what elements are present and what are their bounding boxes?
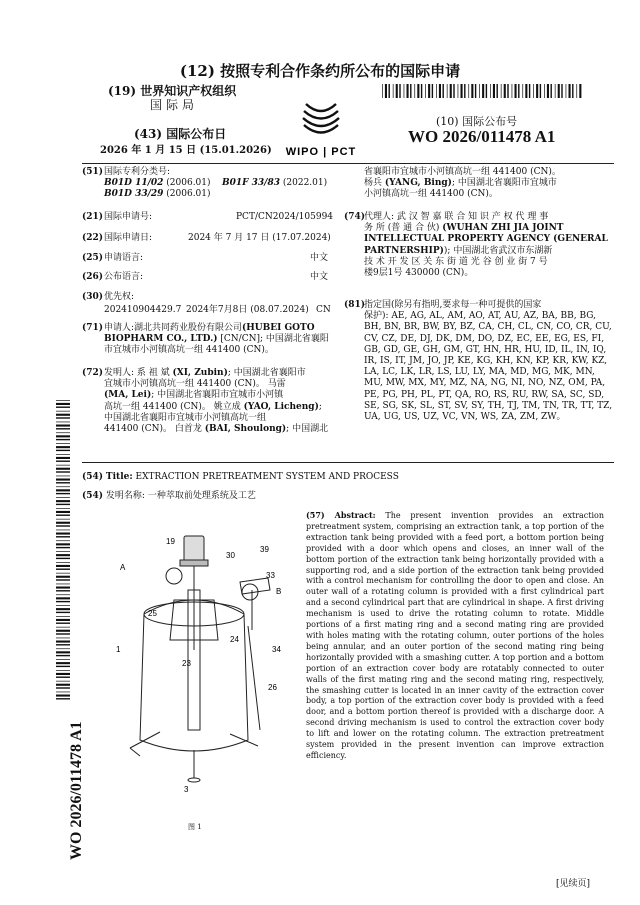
f74-l4b: ); 中国湖北省武汉市东湖新 <box>443 245 553 256</box>
f74-l2a: 务 所 (普 通 合 伙) <box>364 223 443 234</box>
figure-label: 26 <box>268 683 277 692</box>
f71-l3: 市宜城市小河镇高坑一组 441400 (CN)。 <box>104 345 274 356</box>
ipc-3: B01D 33/29 <box>104 189 164 200</box>
figure-label: 30 <box>226 551 235 560</box>
f71-l1a: 申请人:湖北共同药业股份有限公司 <box>104 323 243 333</box>
f74-l5: 技 术 开 发 区 关 东 街 道 光 谷 创 业 街 7 号 <box>364 256 548 267</box>
f72-l3a: (MA, Lei) <box>104 390 152 401</box>
f21-value: PCT/CN2024/105994 <box>236 212 334 222</box>
ipc-3-date: (2006.01) <box>166 189 211 200</box>
figure-label: A <box>120 563 126 572</box>
figure-label: B <box>276 587 282 596</box>
f81-l9: PE, PG, PH, PL, PT, QA, RO, RS, RU, RW, SA, SC, SD, <box>364 389 605 400</box>
f30-date: 2024年7月8日 (08.07.2024) <box>186 305 309 315</box>
motor <box>184 536 204 562</box>
wipo-logo-text: WIPO | PCT <box>285 146 357 158</box>
f72-l4b: (YAO, Licheng) <box>243 401 319 412</box>
f74-l1: 代理人: 武 汉 智 嘉 联 合 知 识 产 权 代 理 事 <box>364 212 549 222</box>
figure-label: 34 <box>272 645 281 654</box>
f81-l11: UA, UG, US, UZ, VC, VN, WS, ZA, ZM, ZW。 <box>364 412 566 423</box>
side-barcode <box>56 400 70 700</box>
pub-date-label-num: (43) <box>134 127 163 141</box>
f21-num: (21) <box>82 212 104 222</box>
f81-l3: BH, BN, BR, BW, BY, BZ, CA, CH, CL, CN, CO, CR, CU, <box>364 322 612 333</box>
f71-l2a: BIOPHARM CO., LTD.) <box>104 334 218 345</box>
ipc-1-date: (2006.01) <box>166 178 211 189</box>
f74-num: (74) <box>344 212 366 222</box>
title-zh-text: 一种萃取前处理系统及工艺 <box>147 491 256 501</box>
f72-l2: 宜城市小河镇高坑一组 441400 (CN)。 马雷 <box>104 379 286 390</box>
figure-label: 33 <box>266 571 275 580</box>
figure-label: 19 <box>166 537 175 546</box>
figure-labels <box>116 537 281 794</box>
title-zh-label: 发明名称: <box>105 491 145 501</box>
ipc-2-date: (2022.01) <box>282 178 328 189</box>
title-en-label: Title: <box>105 472 133 482</box>
f30-num: (30) <box>82 292 104 302</box>
document-title: (12) 按照专利合作条约所公布的国际申请 <box>179 62 461 80</box>
side-pub-number: WO 2026/011478 A1 <box>68 721 85 860</box>
f81-l8: MU, MW, MX, MY, MZ, NA, NG, NI, NO, NZ, OM, PA, <box>364 378 606 389</box>
pub-date-label <box>134 125 226 142</box>
applicant-block <box>104 323 336 357</box>
c-l2b: (YANG, Bing) <box>384 178 452 189</box>
f72-l6c: ; 中国湖北 <box>286 424 329 435</box>
figure-label: 1 <box>116 645 121 654</box>
designated-states-block <box>364 300 616 423</box>
f81-l2: 保护): AE, AG, AL, AM, AO, AT, AU, AZ, BA, BB, BG, <box>364 311 596 322</box>
f81-l5: GB, GD, GE, GH, GM, GT, HN, HR, HU, ID, IL, IN, IQ, <box>364 344 607 355</box>
title-zh <box>82 491 612 502</box>
f74-l2b: (WUHAN ZHI JIA JOINT <box>442 223 564 234</box>
f72-l4c: ; <box>318 401 322 412</box>
f25-num: (25) <box>82 253 104 263</box>
f51-num: (51) <box>82 167 104 177</box>
f22-num: (22) <box>82 233 104 243</box>
f72-l4a: 高坑一组 441400 (CN)。 姚立成 <box>104 401 244 412</box>
f21-label: 国际申请号: <box>104 212 153 222</box>
org-num: (19) <box>108 84 137 98</box>
inventor-cont-block <box>364 167 614 201</box>
f72-l6a: 441400 (CN)。 白首龙 <box>104 424 205 435</box>
c-l2c: ; 中国湖北省襄阳市宜城市 <box>451 178 557 189</box>
barcode <box>382 84 582 98</box>
f74-l4a: PARTNERSHIP) <box>364 245 444 256</box>
title-rule <box>82 462 614 463</box>
f72-l6b: (BAI, Shoulong) <box>204 424 287 435</box>
f25-label: 申请语言: <box>104 253 144 263</box>
wipo-logo <box>276 98 366 158</box>
c-l1: 省襄阳市宜城市小河镇高坑一组 441400 (CN)。 <box>364 167 561 177</box>
f81-l7: LA, LC, LK, LR, LS, LU, LY, MA, MD, MG, MK, MN, <box>364 367 595 378</box>
org-name <box>108 84 236 99</box>
header-rule <box>82 163 614 164</box>
abstract-label: (57) Abstract: <box>306 510 376 520</box>
f81-l6: IR, IS, IT, JM, JO, JP, KE, KG, KH, KN, KP, KR, KW, KZ, <box>364 356 608 367</box>
c-l3: 小河镇高坑一组 441400 (CN)。 <box>364 189 498 200</box>
f30-app: 202410904429.7 <box>104 305 182 315</box>
f71-num: (71) <box>82 323 104 333</box>
f71-l1b: (HUBEI GOTO <box>242 323 315 333</box>
f81-l10: SE, SG, SK, SL, ST, SV, SY, TH, TJ, TM, TN, TR, TT, TZ, <box>364 400 613 411</box>
pub-number: WO 2026/011478 A1 <box>408 127 556 146</box>
figure-label: 39 <box>260 545 269 554</box>
f72-l1b: (XI, Zubin) <box>172 368 228 378</box>
continued-note: [见续页] <box>556 879 591 889</box>
f74-l3: INTELLECTUAL PROPERTY AGENCY (GENERAL <box>364 234 608 245</box>
pub-date: 2026 年 1 月 15 日 (15.01.2026) <box>100 145 272 156</box>
abstract-text: The present invention provides an extraction pretreatment system, comprising an extraction tank, a top portion of the extraction tank being provided with a feed port, a bottom portion being provided with a door which opens and closes, an inner wall of the bottom portion of the extraction tank being horizontally provided with a supporting rod, and a side portion of the extraction tank being provided with a control mechanism for controlling the door to open and close. An outer wall of a rotating column is provided with a first cylindrical part and a second cylindrical part that are cylindrical in shape. A first driving mechanism is used to drive the rotating column to rotate. Middle portions of a first mating ring and a second mating ring are provided with holes mating with the rotating column, outer portions of the holes being annular, and an outer portion of the second mating ring being horizontally provided with a smashing cutter. A top portion and a bottom portion of an extraction cover body are rotatably connected to outer walls of the first mating ring and the second mating ring, respectively, the smashing cutter is located in an inner cavity of the extraction cover body, a top portion of the extraction cover body is provided with a feed door, and a bottom portion thereof is provided with a discharge door. A second driving mechanism is used to control the extraction cover body to lift and lower on the rotating column. The extraction pretreatment system provided in the present invention can improve extraction efficiency. <box>306 511 605 760</box>
f30-label: 优先权: <box>104 292 135 302</box>
f81-l4: CV, CZ, DE, DJ, DK, DM, DO, DZ, EC, EE, EG, ES, FI, <box>364 333 605 344</box>
f25-value: 中文 <box>310 253 329 263</box>
tank-drawing <box>130 536 270 782</box>
figure-label: 23 <box>182 659 191 668</box>
figure-label: 24 <box>230 635 239 644</box>
f72-l5: 中国湖北省襄阳市宜城市小河镇高坑一组 <box>104 412 267 423</box>
title-en-num: (54) <box>82 472 104 482</box>
f72-l3b: ; 中国湖北省襄阳市宜城市小河镇 <box>151 390 284 401</box>
f26-value: 中文 <box>310 272 329 282</box>
f30-cc: CN <box>316 305 331 315</box>
f26-label: 公布语言: <box>104 272 144 282</box>
wipo-emblem-icon <box>303 104 339 133</box>
abstract <box>306 510 604 762</box>
title-en <box>82 472 612 483</box>
title-en-text: EXTRACTION PRETREATMENT SYSTEM AND PROCESS <box>135 472 399 482</box>
ipc-label: 国际专利分类号: <box>104 167 171 177</box>
f72-l1a: 发明人: 系 祖 斌 <box>104 368 173 378</box>
org-line2: 国际局 <box>150 98 199 112</box>
f71-l2b: [CN/CN]; 中国湖北省襄阳 <box>217 334 329 345</box>
ipc-2: B01F 33/83 <box>222 178 280 189</box>
pub-number-label-text: 国际公布号 <box>462 115 518 128</box>
f26-num: (26) <box>82 272 104 282</box>
ipc-1: B01D 11/02 <box>104 178 164 189</box>
f81-l1: 指定国(除另有指明,要求每一种可提供的国家 <box>364 300 542 310</box>
figure-caption: 图 1 <box>188 823 202 831</box>
figure-label: 25 <box>148 609 157 618</box>
pub-number-label-num: (10) <box>436 115 459 128</box>
org-line1: 世界知识产权组织 <box>140 84 237 98</box>
pub-date-label-text: 国际公布日 <box>166 127 227 141</box>
title-zh-num: (54) <box>82 491 104 501</box>
ipc-block <box>104 167 334 201</box>
f81-num: (81) <box>344 300 366 310</box>
f72-l1c: ; 中国湖北省襄阳市 <box>227 368 306 378</box>
f72-num: (72) <box>82 368 104 378</box>
agent-block <box>364 212 614 279</box>
f74-l6: 楼9层1号 430000 (CN)。 <box>364 268 474 279</box>
inventor-block <box>104 368 336 435</box>
figure-1 <box>110 530 290 800</box>
c-l2a: 杨兵 <box>364 178 385 189</box>
f22-value: 2024 年 7 月 17 日 (17.07.2024) <box>188 233 331 243</box>
figure-label: 3 <box>184 785 189 794</box>
f22-label: 国际申请日: <box>104 233 153 243</box>
